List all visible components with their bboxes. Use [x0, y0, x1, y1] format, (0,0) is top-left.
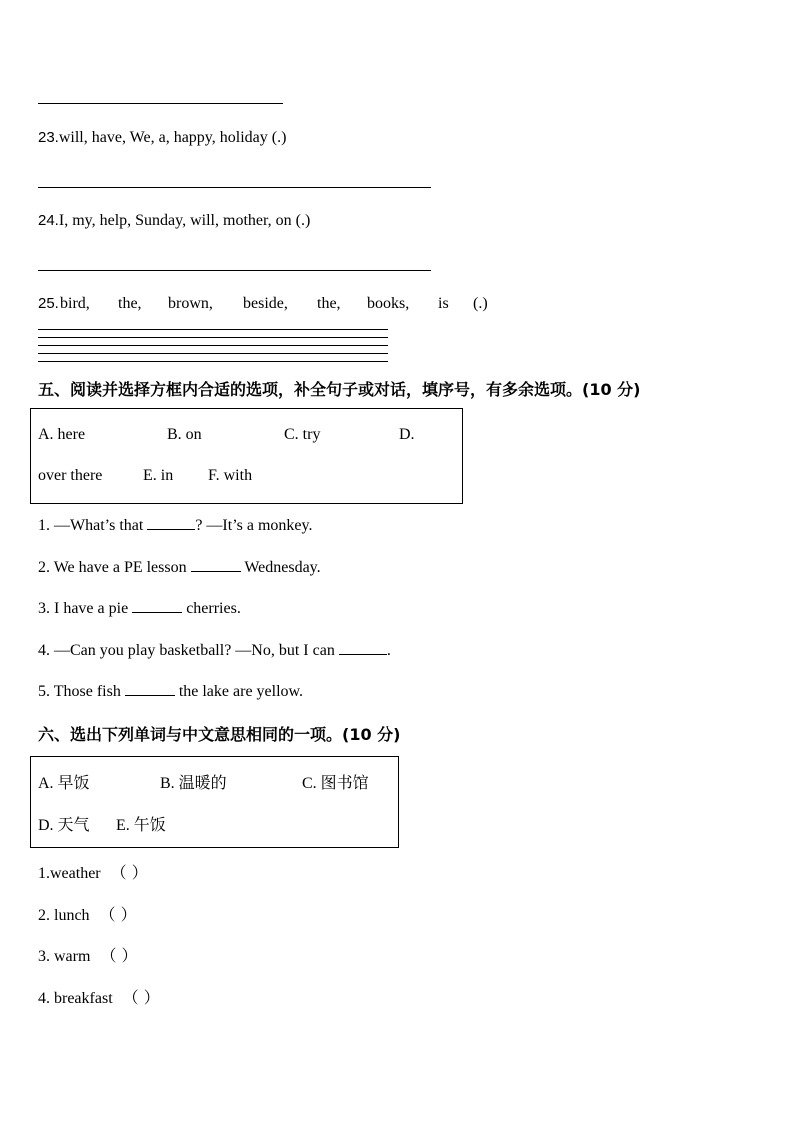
answer-blank[interactable]	[147, 515, 195, 530]
section-6-heading: 六、选出下列单词与中文意思相同的一项。(10 分)	[38, 725, 401, 744]
section-5-item-5	[38, 681, 303, 701]
item-text: 5. Those fish	[38, 683, 125, 700]
option-f: F. with	[208, 467, 253, 484]
word: beside,	[243, 295, 288, 312]
option-d-continued: over there	[38, 467, 103, 484]
question-23	[38, 129, 286, 147]
answer-paren[interactable]: （ ）	[100, 946, 138, 965]
answer-line-25e	[38, 361, 388, 362]
item-label: 4. breakfast	[38, 990, 113, 1007]
section-5-heading: 五、阅读并选择方框内合适的选项，补全句子或对话，填序号，有多余选项。(10 分)	[38, 380, 641, 399]
item-text: ? —It’s a monkey.	[195, 517, 313, 534]
item-text: cherries.	[182, 600, 241, 617]
item-label: 1.weather	[38, 865, 101, 882]
item-text: Wednesday.	[240, 559, 321, 576]
question-text: I, my, help, Sunday, will, mother, on (.)	[58, 212, 311, 229]
option-e: E. in	[143, 467, 174, 484]
word: the,	[118, 295, 142, 312]
item-text: 1. —What’s that	[38, 517, 148, 534]
option-a: A. here	[38, 426, 86, 443]
answer-line-25b	[38, 337, 388, 338]
word: bird,	[60, 295, 90, 312]
item-text: 4. —Can you play basketball? —No, but I can	[38, 642, 339, 659]
question-25	[38, 295, 493, 313]
question-number: 25.	[38, 295, 59, 312]
answer-line-23	[38, 187, 431, 188]
option-b: B. on	[167, 426, 202, 443]
answer-line-25c	[38, 345, 388, 346]
option-c: C. 图书馆	[302, 775, 369, 792]
section-6-item-1	[38, 860, 148, 883]
answer-line-25d	[38, 353, 388, 354]
section-5-options-box	[30, 408, 463, 504]
item-text: 2. We have a PE lesson	[38, 559, 191, 576]
answer-line-25a	[38, 329, 388, 330]
section-5-item-1	[38, 515, 312, 535]
word: (.)	[473, 295, 488, 312]
section-5-item-2	[38, 557, 321, 577]
option-b: B. 温暖的	[160, 775, 227, 792]
word: brown,	[168, 295, 213, 312]
section-6-item-4	[38, 985, 160, 1008]
item-text: .	[386, 642, 391, 659]
item-label: 3. warm	[38, 948, 91, 965]
word: the,	[317, 295, 341, 312]
question-24	[38, 212, 310, 230]
option-e: E. 午饭	[116, 817, 166, 834]
question-text: will, have, We, a, happy, holiday (.)	[58, 129, 287, 146]
answer-paren[interactable]: （ ）	[122, 988, 160, 1007]
option-d: D.	[399, 426, 415, 443]
word: books,	[367, 295, 410, 312]
section-5-item-4	[38, 640, 391, 660]
word: is	[438, 295, 449, 312]
option-c: C. try	[284, 426, 321, 443]
section-6-item-2	[38, 902, 137, 925]
section-5-item-3	[38, 598, 241, 618]
answer-line-22	[38, 103, 283, 104]
item-text: the lake are yellow.	[174, 683, 304, 700]
item-text: 3. I have a pie	[38, 600, 133, 617]
answer-paren[interactable]: （ ）	[110, 863, 148, 882]
answer-blank[interactable]	[339, 640, 387, 655]
answer-blank[interactable]	[132, 598, 182, 613]
item-label: 2. lunch	[38, 907, 90, 924]
section-6-item-3	[38, 943, 138, 966]
question-number: 24.	[38, 212, 59, 229]
option-d: D. 天气	[38, 817, 90, 834]
option-a: A. 早饭	[38, 775, 90, 792]
answer-blank[interactable]	[191, 557, 241, 572]
answer-paren[interactable]: （ ）	[99, 905, 137, 924]
answer-blank[interactable]	[125, 681, 175, 696]
answer-line-24	[38, 270, 431, 271]
question-number: 23.	[38, 129, 59, 146]
